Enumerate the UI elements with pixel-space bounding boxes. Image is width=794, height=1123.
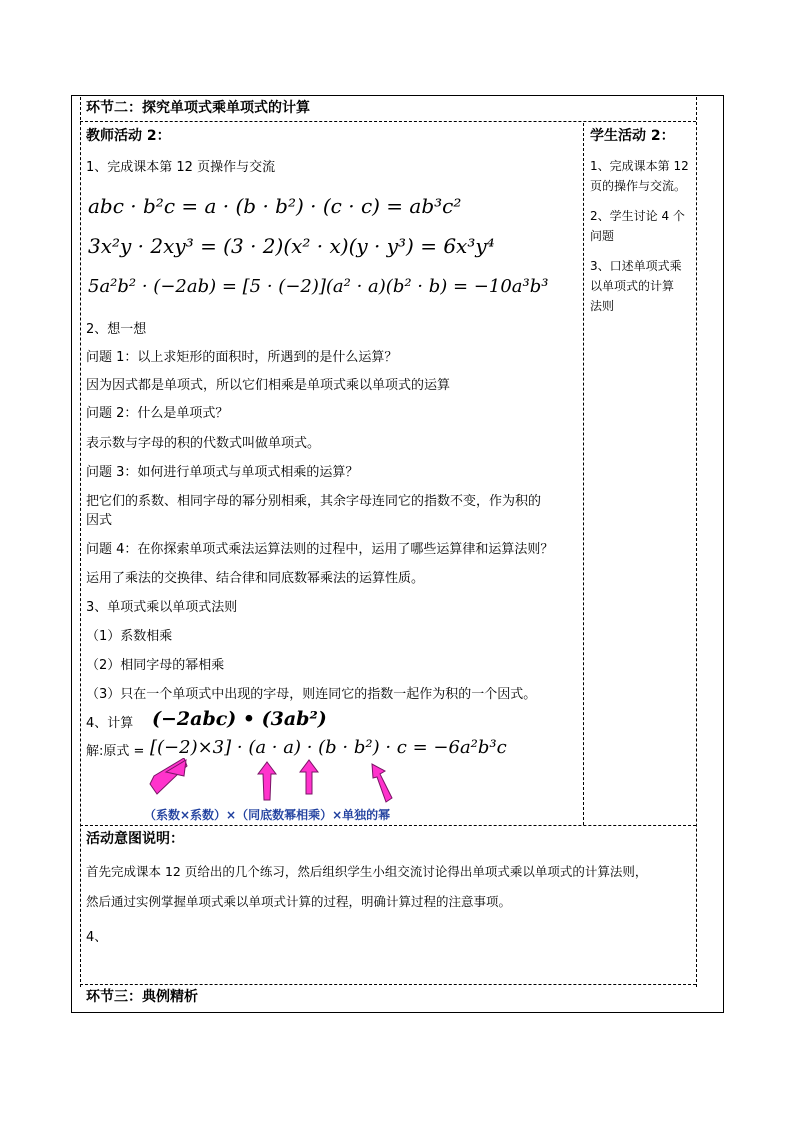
solution-expression: [(−2)×3] · (a · a) · (b · b²) · c = −6a²b³c xyxy=(150,737,507,758)
column-divider xyxy=(583,123,584,825)
answer-4: 运用了乘法的交换律、结合律和同底数幂乘法的运算性质。 xyxy=(86,571,425,586)
table-top-border xyxy=(71,95,724,96)
student-item-2 xyxy=(590,206,696,246)
row-divider-3 xyxy=(80,984,696,985)
student-item-1-line1: 1、完成课本第 12 xyxy=(590,159,689,173)
item2-text: 2、想一想 xyxy=(86,322,147,337)
answer-3-line2: 因式 xyxy=(86,513,113,528)
student-item-3 xyxy=(590,256,696,316)
annotation-arrows xyxy=(140,758,400,808)
row-divider-2 xyxy=(80,825,696,826)
item1-text: 1、完成课本第 12 页操作与交流 xyxy=(86,160,276,175)
arrow-to-coefficient-icon xyxy=(150,758,187,794)
table-right-border xyxy=(723,95,724,1013)
inner-left-dash xyxy=(80,97,81,987)
inner-right-dash xyxy=(696,97,697,987)
rule-2: （2）相同字母的幂相乘 xyxy=(86,658,225,673)
answer-2: 表示数与字母的积的代数式叫做单项式。 xyxy=(86,436,321,451)
arrow-to-power-bb-icon xyxy=(300,760,318,794)
item4-label: 4、计算 xyxy=(86,716,134,731)
student-item-2-line2: 问题 xyxy=(590,229,615,243)
question-4: 问题 4：在你探索单项式乘法运算法则的过程中，运用了哪些运算律和运算法则？ xyxy=(86,542,554,557)
arrow-to-single-icon xyxy=(372,764,392,802)
equation-1: abc · b²c = a · (b · b²) · (c · c) = ab³c² xyxy=(88,194,462,218)
equation-3: 5a²b² · (−2ab) = [5 · (−2)](a² · a)(b² · b) = −10a³b³ xyxy=(88,276,549,297)
intent-line-2: 然后通过实例掌握单项式乘以单项式计算的过程，明确计算过程的注意事项。 xyxy=(86,894,512,909)
table-left-border xyxy=(71,95,72,1013)
teacher-heading: 教师活动 2： xyxy=(86,128,171,144)
answer-1: 因为因式都是单项式，所以它们相乘是单项式乘以单项式的运算 xyxy=(86,378,451,393)
question-3: 问题 3：如何进行单项式与单项式相乘的运算？ xyxy=(86,465,359,480)
intent-line-1: 首先完成课本 12 页给出的几个练习，然后组织学生小组交流讨论得出单项式乘以单项式的计算法则， xyxy=(86,864,648,879)
answer-3-line1: 把它们的系数、相同字母的幂分别相乘，其余字母连同它的指数不变，作为积的 xyxy=(86,494,542,509)
student-item-3-line1: 3、口述单项式乘 xyxy=(590,259,682,273)
question-1: 问题 1：以上求矩形的面积时，所遇到的是什么运算？ xyxy=(86,350,398,365)
student-item-2-line1: 2、学生讨论 4 个 xyxy=(590,209,685,223)
student-heading: 学生活动 2： xyxy=(590,128,675,144)
item3-text: 3、单项式乘以单项式法则 xyxy=(86,600,238,615)
section3-title: 环节三：典例精析 xyxy=(86,989,198,1005)
rule-1: （1）系数相乘 xyxy=(86,629,173,644)
question-2: 问题 2：什么是单项式？ xyxy=(86,406,229,421)
row-divider-1 xyxy=(80,121,696,122)
solution-label: 解:原式 = xyxy=(86,744,145,759)
rule-3: （3）只在一个单项式中出现的字母，则连同它的指数一起作为积的一个因式。 xyxy=(86,687,537,702)
student-item-1-line2: 页的操作与交流。 xyxy=(590,179,687,193)
annotation-text: （系数×系数）×（同底数幂相乘）×单独的幂 xyxy=(144,808,391,822)
intent-item: 4、 xyxy=(86,930,108,945)
equation-2: 3x²y · 2xy³ = (3 · 2)(x² · x)(y · y³) = 6x³y⁴ xyxy=(88,234,495,258)
intent-heading: 活动意图说明： xyxy=(86,831,184,847)
section2-title: 环节二：探究单项式乘单项式的计算 xyxy=(86,100,310,116)
item4-expression: (−2abc) • (3ab²) xyxy=(152,708,327,730)
arrow-to-power-aa-icon xyxy=(258,762,276,800)
student-item-3-line2: 以单项式的计算 xyxy=(590,279,675,293)
table-bottom-border xyxy=(71,1012,724,1013)
student-item-1 xyxy=(590,156,696,196)
student-item-3-line3: 法则 xyxy=(590,299,615,313)
